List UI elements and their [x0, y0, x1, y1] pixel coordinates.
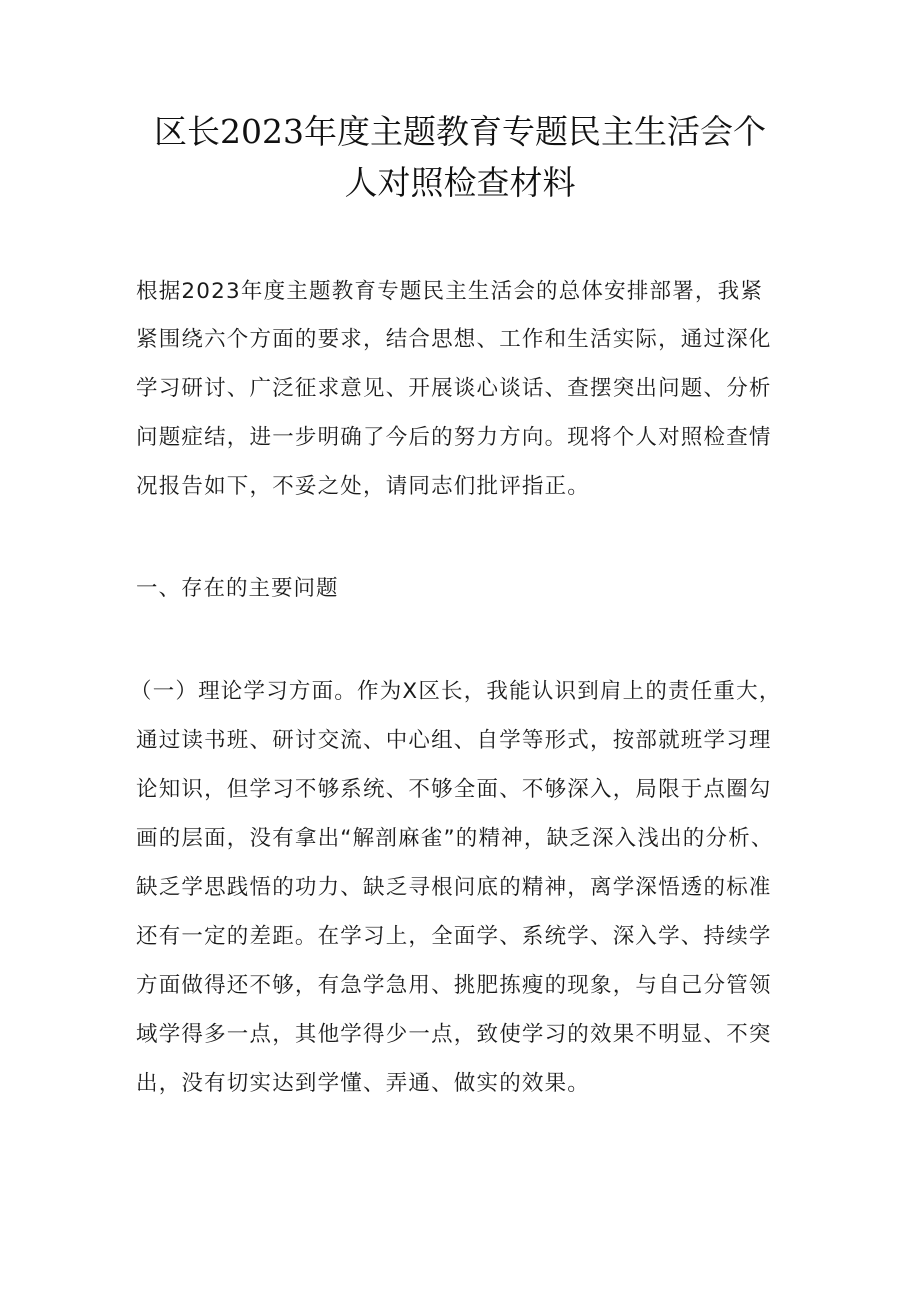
subsection-line-5: 缺乏学思践悟的功力、缺乏寻根问底的精神，离学深悟透的标准 — [136, 875, 772, 900]
intro-line-4: 问题症结，进一步明确了今后的努力方向。现将个人对照检查情 — [136, 425, 772, 450]
subsection-line-3: 论知识，但学习不够系统、不够全面、不够深入，局限于点圈勾 — [136, 777, 772, 802]
subsection-line-2: 通过读书班、研讨交流、中心组、自学等形式，按部就班学习理 — [136, 728, 772, 753]
subsection-line-1: （一）理论学习方面。作为X区长，我能认识到肩上的责任重大， — [130, 679, 782, 704]
intro-line-3: 学习研讨、广泛征求意见、开展谈心谈话、查摆突出问题、分析 — [136, 376, 772, 401]
subsection-line-9: 出，没有切实达到学懂、弄通、做实的效果。 — [136, 1071, 591, 1096]
intro-line-5: 况报告如下，不妥之处，请同志们批评指正。 — [136, 474, 591, 499]
subsection-line-7: 方面做得还不够，有急学急用、挑肥拣瘦的现象，与自己分管领 — [136, 973, 772, 998]
section-heading: 一、存在的主要问题 — [136, 576, 339, 601]
subsection-line-6: 还有一定的差距。在学习上，全面学、系统学、深入学、持续学 — [136, 924, 772, 949]
document-title-line-1: 区长2023年度主题教育专题民主生活会个 — [154, 112, 766, 151]
document-title-line-2: 人对照检查材料 — [344, 163, 576, 202]
intro-line-1: 根据2023年度主题教育专题民主生活会的总体安排部署，我紧 — [136, 279, 764, 304]
intro-line-2: 紧围绕六个方面的要求，结合思想、工作和生活实际，通过深化 — [136, 327, 772, 352]
subsection-line-8: 域学得多一点，其他学得少一点，致使学习的效果不明显、不突 — [136, 1022, 772, 1047]
subsection-line-4: 画的层面，没有拿出“解剖麻雀”的精神，缺乏深入浅出的分析、 — [136, 826, 774, 851]
